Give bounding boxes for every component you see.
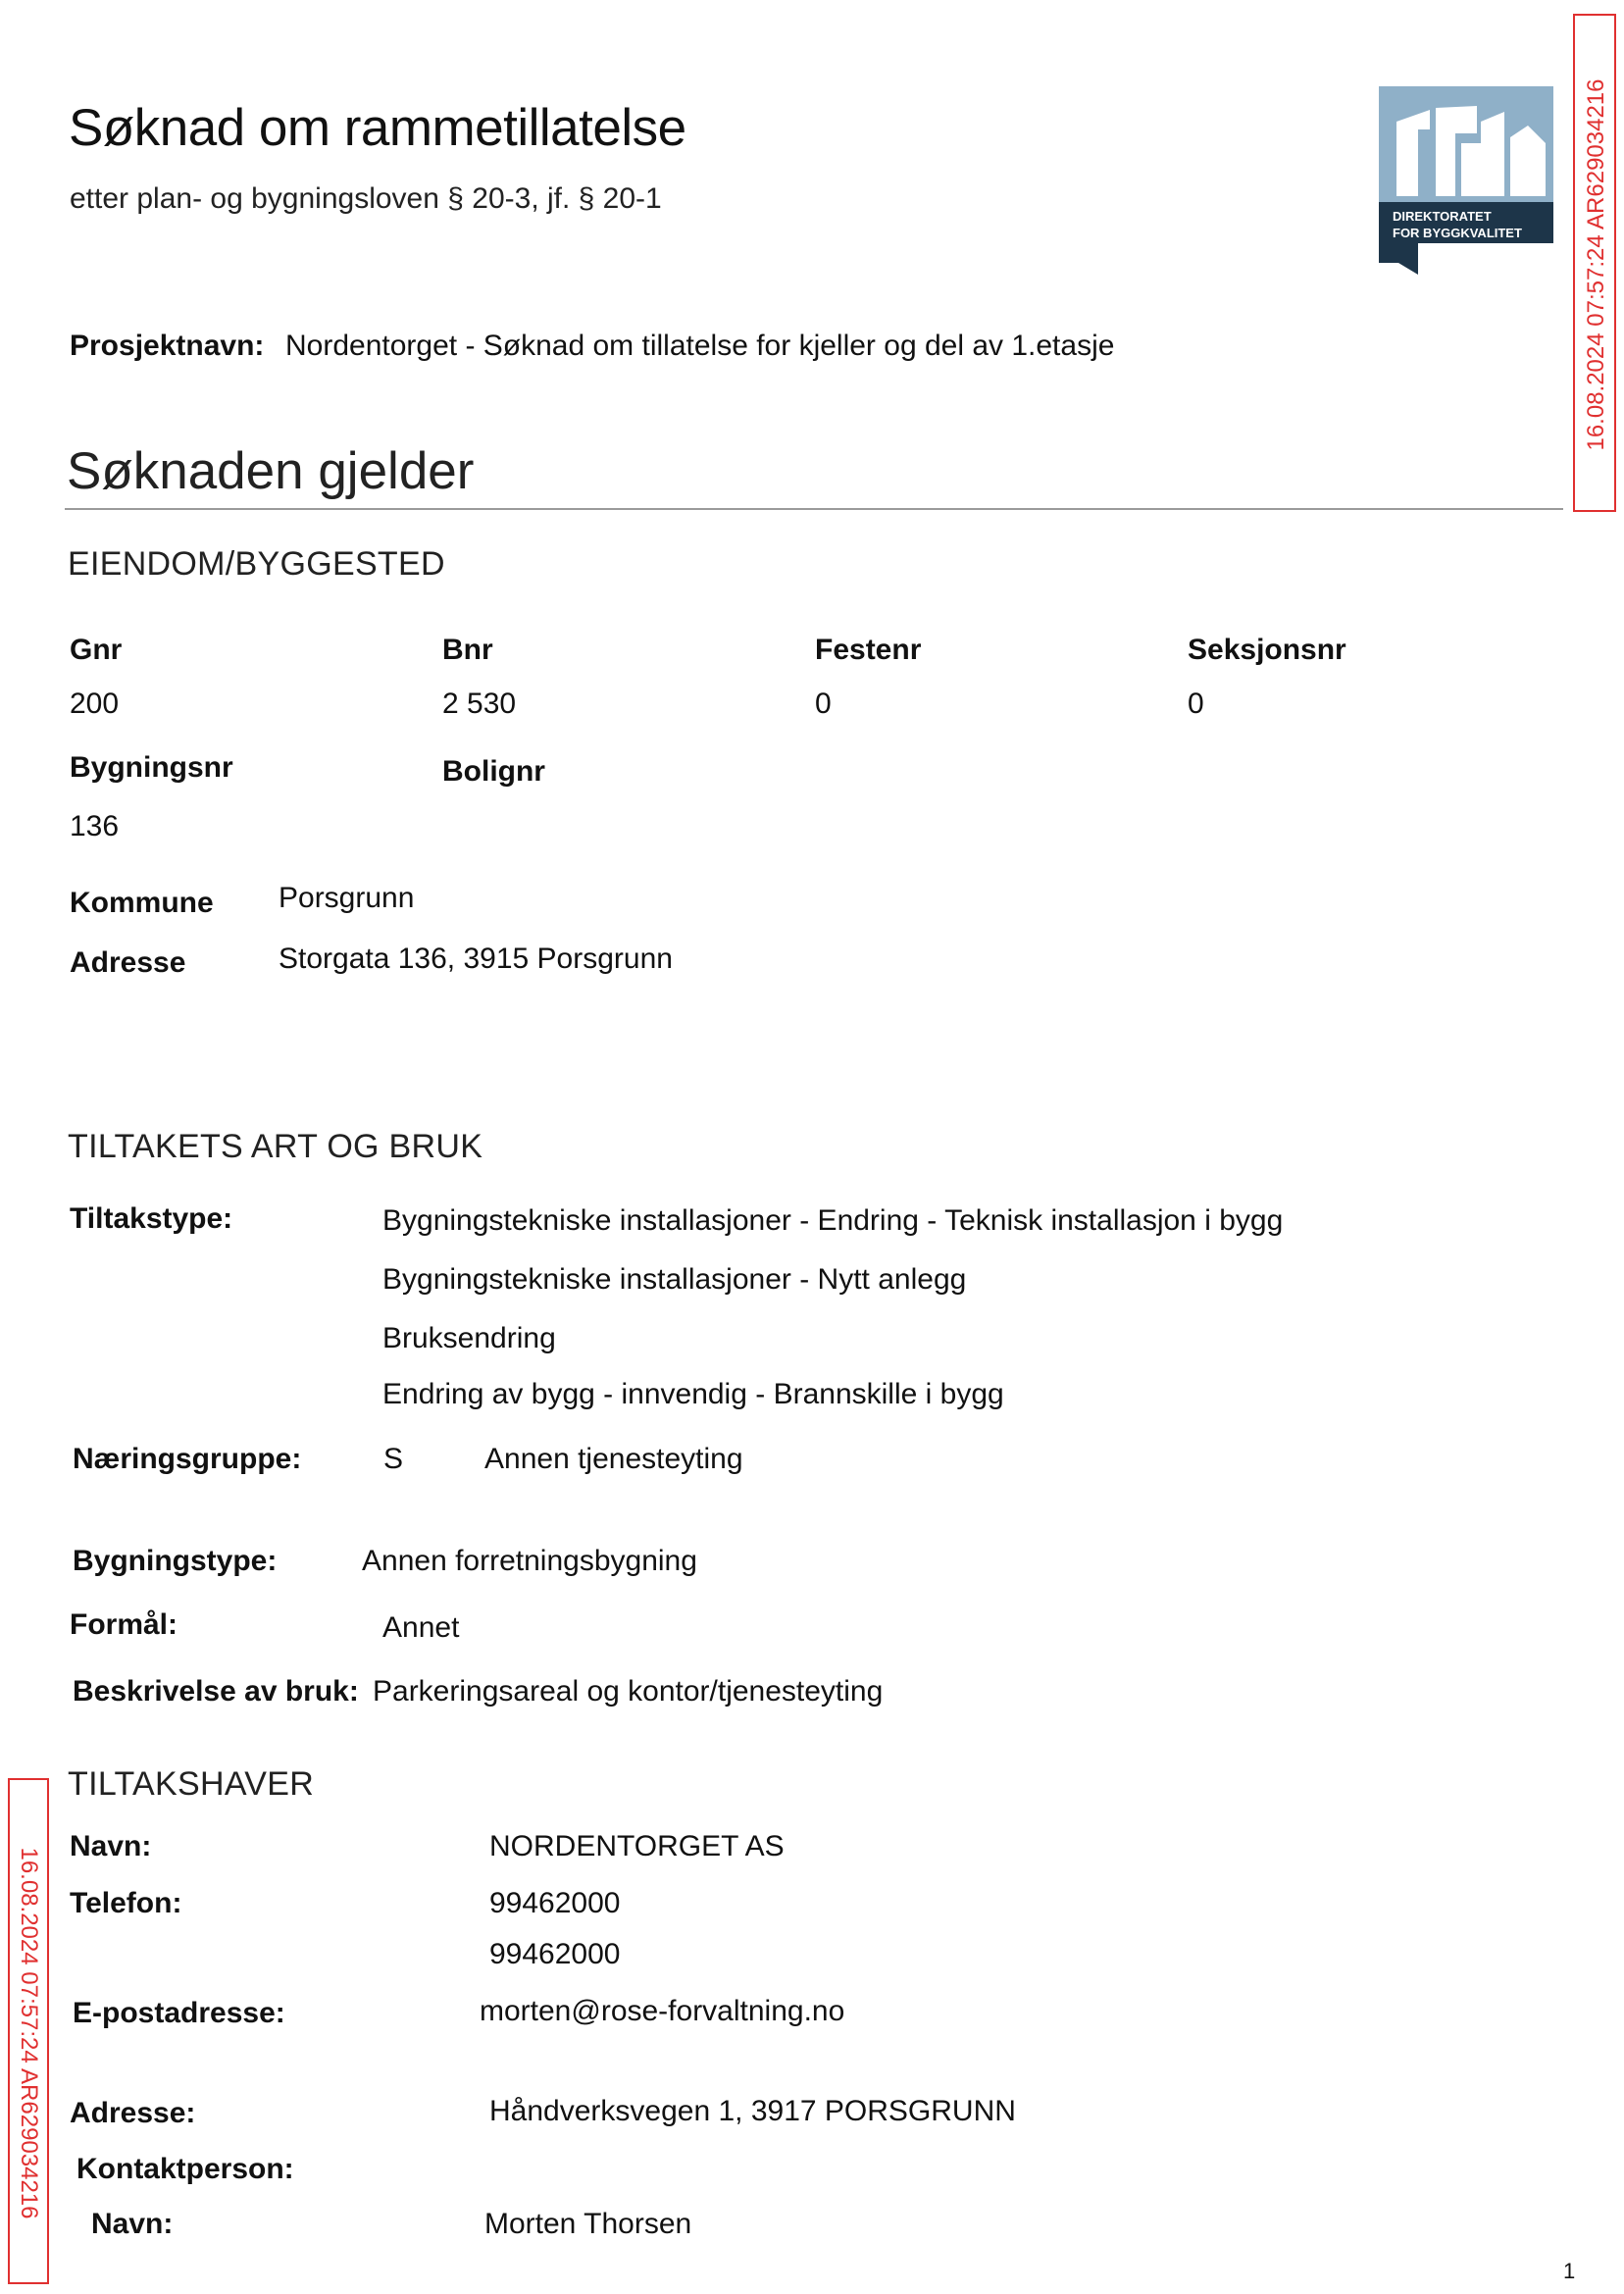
stamp-right-text: 16.08.2024 07:57:24 AR629034216	[1583, 78, 1609, 451]
bnr-value: 2 530	[442, 688, 517, 720]
project-name-label: Prosjektnavn:	[70, 330, 265, 362]
festenr-label: Festenr	[815, 634, 922, 666]
gnr-label: Gnr	[70, 634, 123, 666]
gnr-value: 200	[70, 688, 120, 720]
formal-value: Annet	[382, 1611, 460, 1644]
section-divider	[65, 508, 1563, 510]
bygningsnr-label: Bygningsnr	[70, 751, 233, 784]
bnr-label: Bnr	[442, 634, 493, 666]
navn-label: Navn:	[70, 1830, 152, 1862]
epost-value: morten@rose-forvaltning.no	[480, 1995, 845, 2027]
beskrivelse-value: Parkeringsareal og kontor/tjenesteyting	[373, 1675, 884, 1708]
tiltakstype-item: Bygningstekniske installasjoner - Endring - Teknisk installasjon i bygg	[382, 1204, 1284, 1237]
bygningstype-label: Bygningstype:	[73, 1545, 278, 1577]
kontaktperson-label: Kontaktperson:	[76, 2153, 294, 2185]
dibk-logo	[1379, 86, 1553, 275]
telefon-label: Telefon:	[70, 1887, 182, 1919]
tiltakstype-item: Bygningstekniske installasjoner - Nytt anlegg	[382, 1263, 967, 1296]
kommune-value: Porsgrunn	[279, 882, 415, 914]
tiltakstype-item: Bruksendring	[382, 1322, 556, 1354]
epost-label: E-postadresse:	[73, 1997, 285, 2029]
document-subtitle: etter plan- og bygningsloven § 20-3, jf. § 20-1	[70, 182, 662, 215]
seksjonsnr-label: Seksjonsnr	[1188, 634, 1346, 666]
navn-value: NORDENTORGET AS	[489, 1830, 785, 1862]
logo-line2: FOR BYGGKVALITET	[1393, 226, 1522, 240]
kommune-label: Kommune	[70, 887, 214, 919]
tiltakstype-item: Endring av bygg - innvendig - Brannskille i bygg	[382, 1378, 1004, 1410]
naeringsgruppe-value: Annen tjenesteyting	[484, 1443, 743, 1475]
page-number: 1	[1563, 2259, 1576, 2283]
tiltakshaver-heading: TILTAKSHAVER	[68, 1765, 315, 1803]
bolignr-label: Bolignr	[442, 755, 545, 788]
dibk-logo-icon	[1379, 86, 1553, 275]
logo-line1: DIREKTORATET	[1393, 209, 1492, 224]
naeringsgruppe-code: S	[383, 1443, 404, 1475]
stamp-right	[1573, 14, 1616, 512]
kontakt-navn-value: Morten Thorsen	[484, 2208, 692, 2240]
beskrivelse-label: Beskrivelse av bruk:	[73, 1675, 359, 1708]
festenr-value: 0	[815, 688, 832, 720]
stamp-left-text: 16.08.2024 07:57:24 AR629034216	[16, 1847, 42, 2219]
stamp-left	[8, 1778, 49, 2284]
tiltak-heading: TILTAKETS ART OG BRUK	[68, 1128, 483, 1165]
naeringsgruppe-label: Næringsgruppe:	[73, 1443, 302, 1475]
telefon-value-2: 99462000	[489, 1938, 621, 1970]
adresse-value: Storgata 136, 3915 Porsgrunn	[279, 943, 673, 975]
tiltakstype-label: Tiltakstype:	[70, 1202, 233, 1235]
telefon-value: 99462000	[489, 1887, 621, 1919]
document-title: Søknad om rammetillatelse	[69, 99, 686, 157]
eiendom-heading: EIENDOM/BYGGESTED	[68, 545, 445, 583]
adresse-label: Adresse	[70, 946, 186, 979]
project-name-value: Nordentorget - Søknad om tillatelse for kjeller og del av 1.etasje	[285, 330, 1115, 362]
seksjonsnr-value: 0	[1188, 688, 1204, 720]
tiltakshaver-adresse-label: Adresse:	[70, 2097, 196, 2129]
formal-label: Formål:	[70, 1608, 178, 1641]
section-title: Søknaden gjelder	[67, 442, 475, 500]
kontakt-navn-label: Navn:	[91, 2208, 174, 2240]
bygningstype-value: Annen forretningsbygning	[362, 1545, 697, 1577]
bygningsnr-value: 136	[70, 810, 120, 842]
tiltakshaver-adresse-value: Håndverksvegen 1, 3917 PORSGRUNN	[489, 2095, 1016, 2127]
